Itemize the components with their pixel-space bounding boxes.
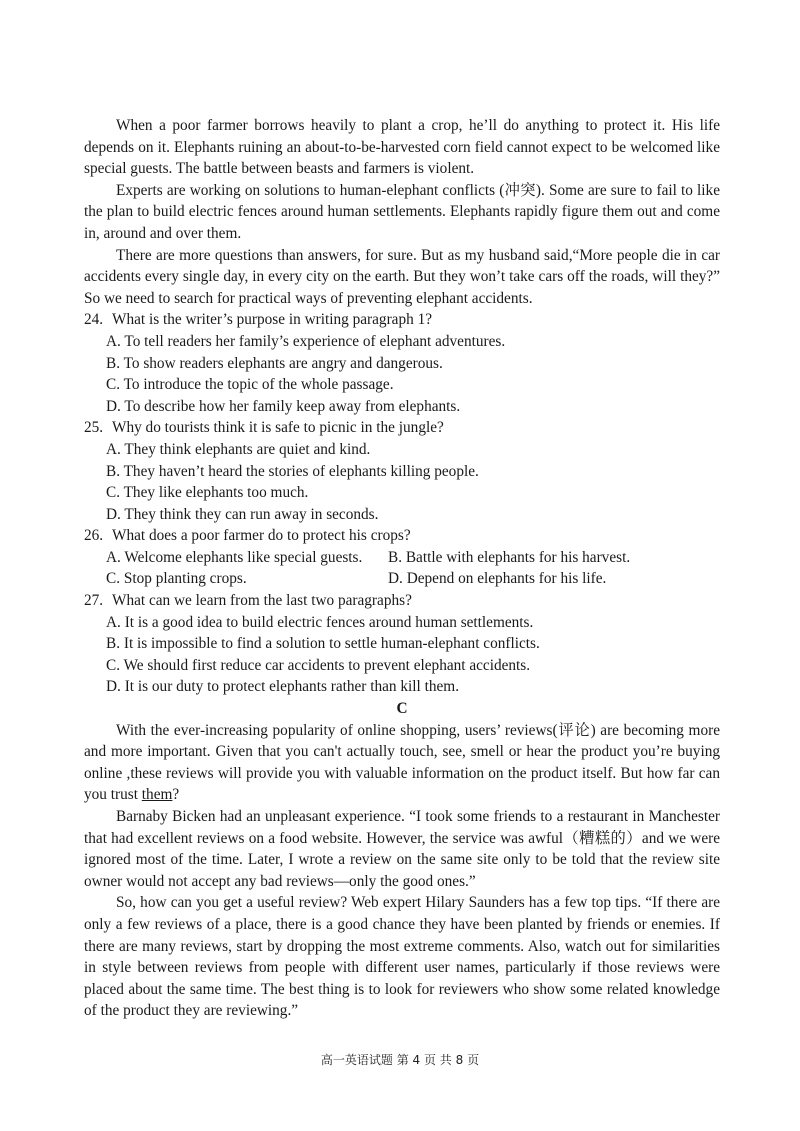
question-26 <box>84 525 720 590</box>
question-number: 24. <box>84 311 104 329</box>
option-d: D. They think they can run away in seconds. <box>106 505 379 523</box>
question-24 <box>84 309 720 417</box>
question-stem: What is the writer’s purpose in writing paragraph 1? <box>112 311 433 329</box>
option-a: A. They think elephants are quiet and kind. <box>106 440 371 458</box>
question-25 <box>84 417 720 525</box>
option-d: D. It is our duty to protect elephants rather than kill them. <box>106 678 460 696</box>
passage-b-paragraph: Experts are working on solutions to human-elephant conflicts (冲突). Some are sure to fail to like the plan to build electric fences around human settlements. Elephants rapidly figure them out and come in, around and over them. <box>84 181 720 242</box>
option-b: B. They haven’t heard the stories of elephants killing people. <box>106 462 479 480</box>
question-stem: What does a poor farmer do to protect his crops? <box>112 527 411 545</box>
passage-c-paragraph: With the ever-increasing popularity of online shopping, users’ reviews(评论) are becoming more and more important. Given that you can't actually touch, see, smell or hear the product you’re buying online ,these reviews will provide you with valuable information on the product itself. But how far can you trust them? <box>84 721 720 804</box>
page-footer: 高一英语试题 第 4 页 共 8 页 <box>320 1053 480 1067</box>
option-c: C. We should first reduce car accidents to prevent elephant accidents. <box>106 656 531 674</box>
question-stem: What can we learn from the last two paragraphs? <box>112 592 412 610</box>
passage-b-paragraph: When a poor farmer borrows heavily to plant a crop, he’ll do anything to protect it. His life depends on it. Elephants ruining an about-to-be-harvested corn field cannot expect to be welcomed like special guests. The battle between beasts and farmers is violent. <box>84 117 720 178</box>
option-b: B. To show readers elephants are angry and dangerous. <box>106 354 443 372</box>
option-b: B. It is impossible to find a solution to settle human-elephant conflicts. <box>106 635 540 653</box>
section-heading: C <box>396 700 408 718</box>
passage-b-paragraph: There are more questions than answers, for sure. But as my husband said,“More people die in car accidents every single day, in every city on the earth. But they won’t take cars off the roads, will they?” So we need to search for practical ways of preventing elephant accidents. <box>84 246 720 307</box>
question-number: 27. <box>84 592 104 610</box>
question-stem: Why do tourists think it is safe to picnic in the jungle? <box>112 419 444 437</box>
option-a: A. Welcome elephants like special guests. <box>106 548 363 566</box>
option-a: A. To tell readers her family’s experience of elephant adventures. <box>106 332 506 350</box>
underlined-word: them <box>141 786 173 804</box>
passage-c-paragraph: Barnaby Bicken had an unpleasant experience. “I took some friends to a restaurant in Manchester that had excellent reviews on a food website. However, the service was awful（糟糕的）and we were ignored most of the time. Later, I wrote a review on the same site only to be told that the review site owner would not accept any bad reviews—only the good ones.” <box>84 808 720 890</box>
option-c: C. To introduce the topic of the whole passage. <box>106 376 394 394</box>
option-d: D. To describe how her family keep away from elephants. <box>106 397 461 415</box>
option-b: B. Battle with elephants for his harvest. <box>388 548 631 566</box>
passage-c-paragraph: So, how can you get a useful review? Web expert Hilary Saunders has a few top tips. “If there are only a few reviews of a place, there is a good chance they have been planted by friends or enemies. If there are many reviews, start by dropping the most extreme comments. Also, watch out for similarities in style between reviews from people with different user names, particularly if those reviews were placed about the same time. The best thing is to look for reviewers who show some related knowledge of the product they are reviewing.” <box>84 894 720 1020</box>
page-body <box>84 115 720 1022</box>
option-c: C. They like elephants too much. <box>106 484 309 502</box>
option-d: D. Depend on elephants for his life. <box>388 570 607 588</box>
option-c: C. Stop planting crops. <box>106 570 247 588</box>
question-number: 26. <box>84 527 104 545</box>
option-a: A. It is a good idea to build electric fences around human settlements. <box>106 613 534 631</box>
question-27 <box>84 590 720 698</box>
question-number: 25. <box>84 419 104 437</box>
